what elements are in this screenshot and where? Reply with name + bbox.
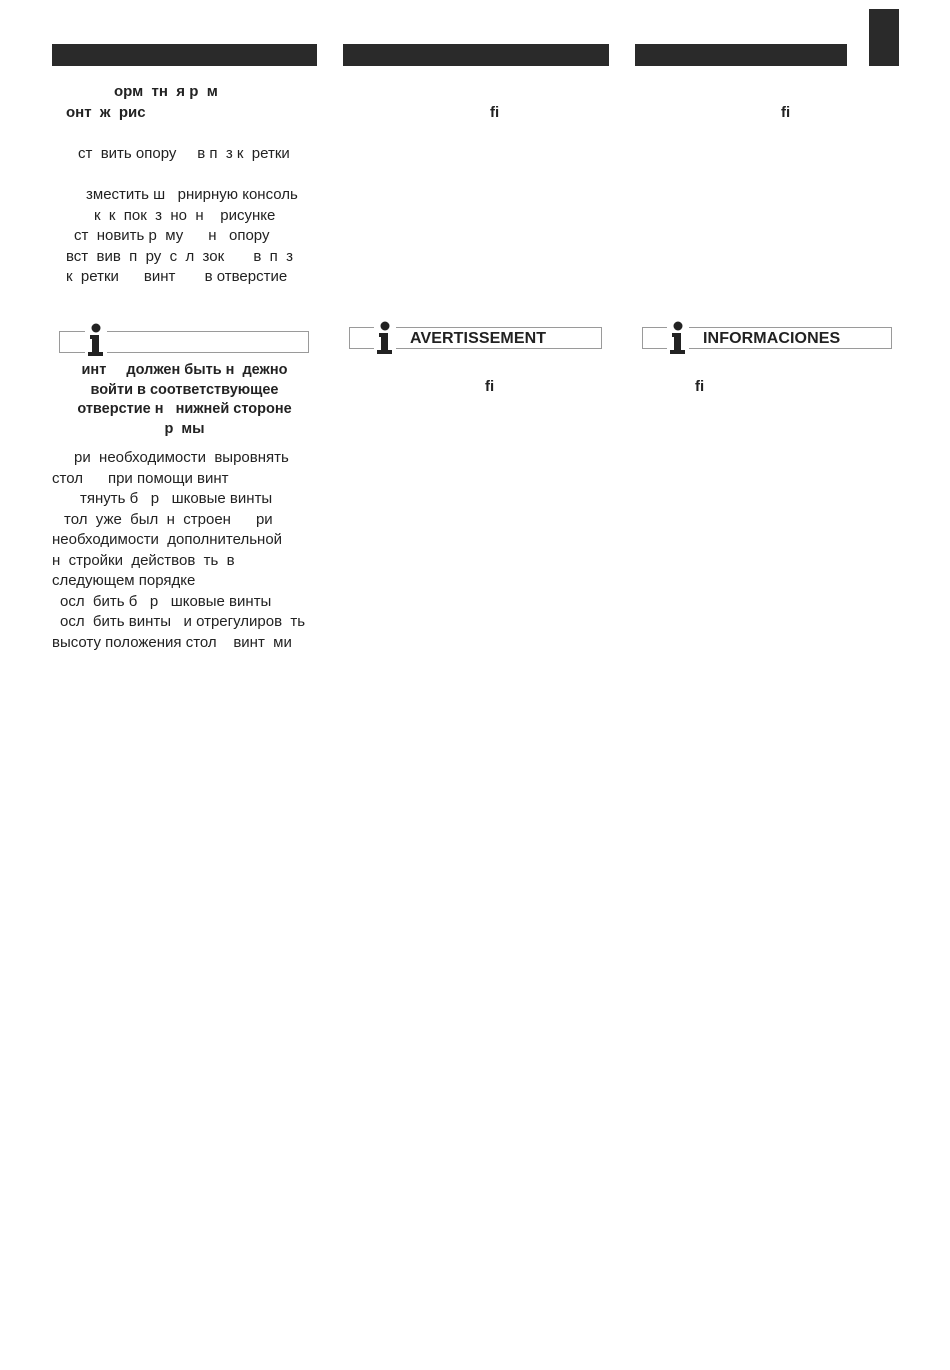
col1-heading <box>52 82 317 123</box>
col1-heading-line: орм тн я р м <box>114 83 218 100</box>
col1-body-line: следующем порядке <box>52 572 196 589</box>
col1-note-line: отверстие н нижней стороне <box>77 401 292 417</box>
col3-ligature-text: fi <box>781 104 791 121</box>
col2-note-ligature-text: fi <box>485 378 495 395</box>
col1-body-line: высоту положения стол винт ми <box>52 633 292 651</box>
col1-body-line: необходимости дополнительной <box>52 531 283 548</box>
col3-note-label: INFORMACIONES <box>703 330 841 347</box>
column-1-header-bar <box>52 44 317 66</box>
column-3-header-bar <box>635 44 847 66</box>
col1-body-line: осл бить винты и отрегулиров ть <box>60 613 306 630</box>
col2-ligature-text: fi <box>490 104 500 121</box>
page-corner-tab <box>869 9 899 66</box>
col1-step-line: ст новить р му н опору <box>74 227 270 244</box>
col1-step-2 <box>52 185 317 288</box>
col1-note-line: инт должен быть н дежно <box>81 362 288 378</box>
info-i-icon <box>374 321 396 355</box>
col1-heading-line: онт ж рис <box>66 103 146 121</box>
col1-step-line: ст вить опору в п з к ретки <box>78 145 290 162</box>
col1-body-line: осл бить б р шковые винты <box>60 592 272 610</box>
col1-body-line: н стройки действов ть в <box>52 551 235 569</box>
col1-body <box>52 448 317 653</box>
col1-note-line: войти в соответствующее <box>90 381 279 398</box>
info-i-icon <box>85 323 107 357</box>
col1-body-line: ри необходимости выровнять <box>74 449 289 466</box>
col1-body-line: стол при помощи винт <box>52 469 229 487</box>
column-2-header-bar <box>343 44 609 66</box>
col2-note-label: AVERTISSEMENT <box>410 330 547 347</box>
col1-step-line: к к пок з но н рисунке <box>94 206 276 224</box>
col1-note-line: р мы <box>164 420 205 437</box>
col1-step-line: к ретки винт в отверстие <box>66 268 288 285</box>
col1-step-line: вст вив п ру с л зок в п з <box>66 247 293 265</box>
info-i-icon <box>667 321 689 355</box>
col1-step-1 <box>52 144 317 165</box>
col1-step-line: зместить ш рнирную консоль <box>86 186 298 203</box>
col1-body-line: тол уже был н строен ри <box>64 510 273 528</box>
col3-note-ligature-text: fi <box>695 378 705 395</box>
col1-body-line: тянуть б р шковые винты <box>80 490 273 507</box>
col1-note-text <box>52 361 317 439</box>
